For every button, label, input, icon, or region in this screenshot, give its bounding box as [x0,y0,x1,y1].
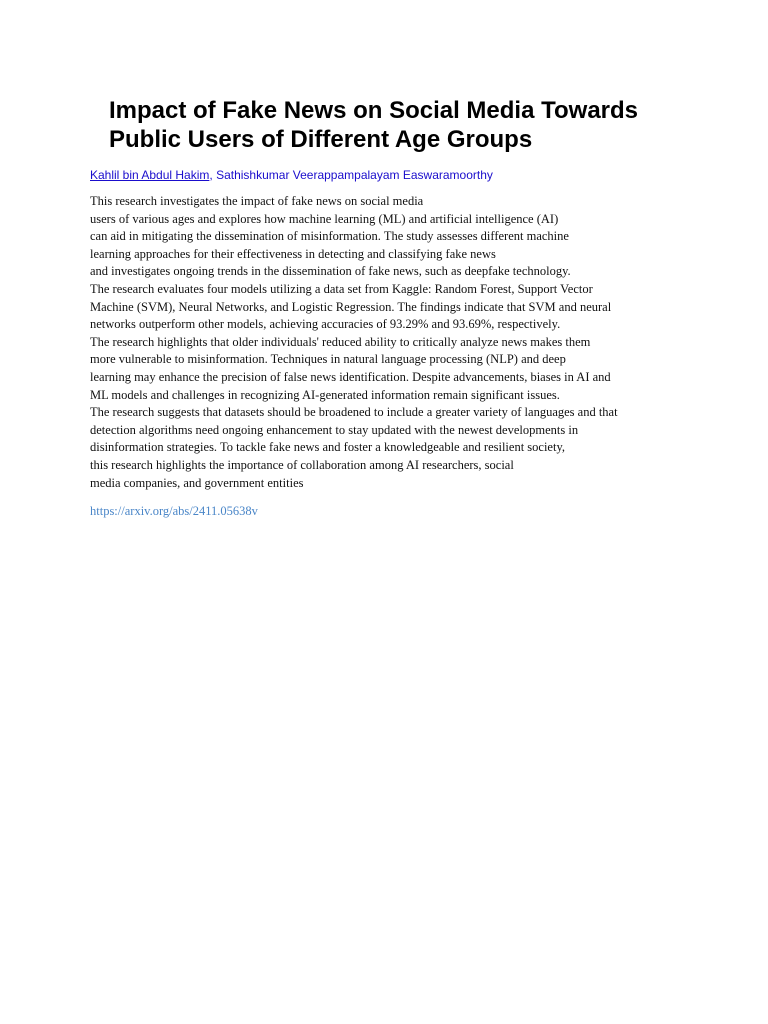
author-list [90,167,710,183]
abstract-line: more vulnerable to misinformation. Techniques in natural language processing (NLP) and deep [90,352,566,367]
abstract-line: detection algorithms need ongoing enhancement to stay updated with the newest developments in [90,422,579,437]
abstract-line: can aid in mitigating the dissemination of misinformation. The study assesses different machine [90,229,569,244]
abstract-line: users of various ages and explores how machine learning (ML) and artificial intelligence (AI) [90,211,559,226]
paper-title: Impact of Fake News on Social Media Towards Public Users of Different Age Groups [109,97,639,153]
abstract-line: learning may enhance the precision of false news identification. Despite advancements, biases in AI and [90,369,611,384]
arxiv-link[interactable]: https://arxiv.org/abs/2411.05638v [90,504,258,518]
abstract-line: media companies, and government entities [90,475,304,490]
abstract-line: ML models and challenges in recognizing AI-generated information remain significant issues. [90,387,560,402]
abstract-line: networks outperform other models, achieving accuracies of 93.29% and 93.69%, respectively. [90,317,561,332]
abstract-line: disinformation strategies. To tackle fake news and foster a knowledgeable and resilient society, [90,440,566,455]
abstract [90,193,690,492]
author-second: Sathishkumar Veerappampalayam Easwaramoorthy [216,168,493,182]
author-separator: , [209,168,217,182]
abstract-line: learning approaches for their effectiveness in detecting and classifying fake news [90,246,496,261]
abstract-line: The research evaluates four models utilizing a data set from Kaggle: Random Forest, Support Vector [90,281,593,296]
author-link-first[interactable]: Kahlil bin Abdul Hakim [90,168,210,182]
abstract-line: this research highlights the importance of collaboration among AI researchers, social [90,457,514,472]
abstract-line: Machine (SVM), Neural Networks, and Logistic Regression. The findings indicate that SVM and neural [90,299,612,314]
abstract-line: This research investigates the impact of fake news on social media [90,194,424,208]
abstract-line: and investigates ongoing trends in the dissemination of fake news, such as deepfake technology. [90,264,571,279]
abstract-line: The research highlights that older individuals' reduced ability to critically analyze news makes them [90,334,591,349]
abstract-line: The research suggests that datasets should be broadened to include a greater variety of languages and that [90,405,618,420]
